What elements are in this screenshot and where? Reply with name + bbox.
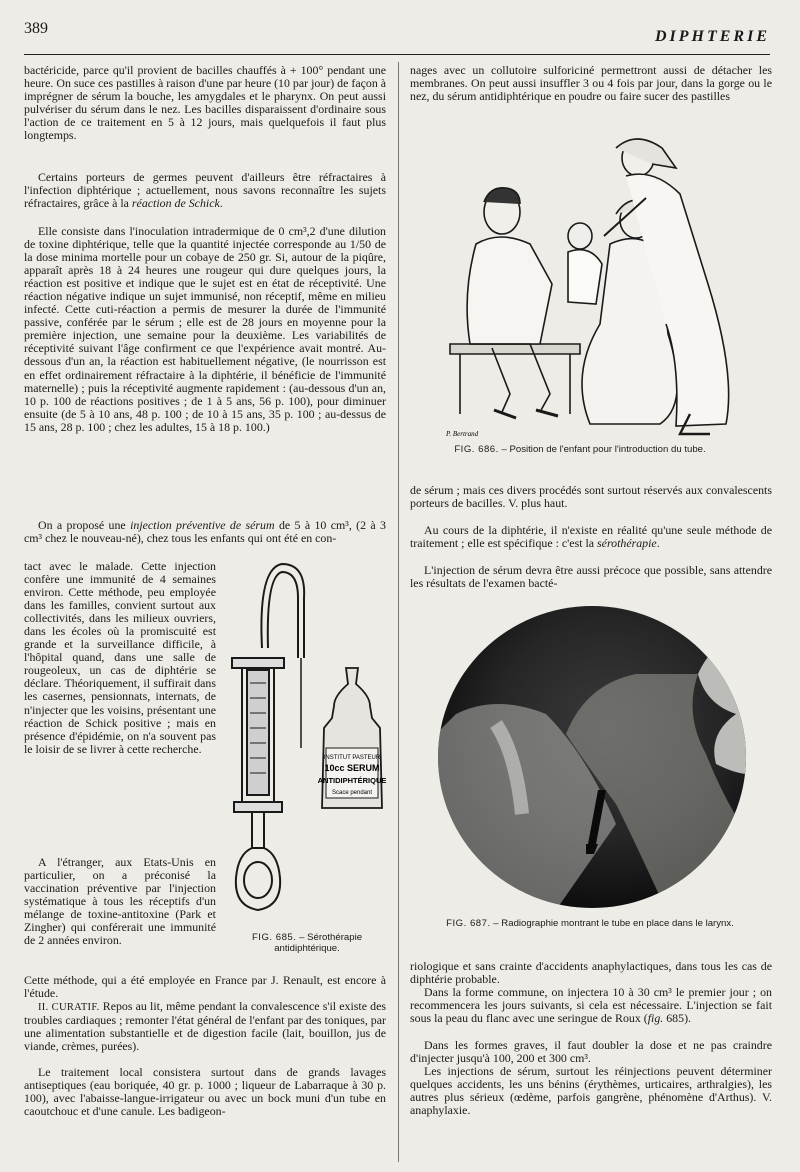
fig686-number: FIG. 686.: [454, 444, 499, 455]
col2-p3-end: .: [656, 536, 660, 551]
col1-paragraph-6: [24, 1000, 386, 1053]
bottle-line-1: INSTITUT PASTEUR: [323, 755, 381, 761]
col2-paragraph-5: riologique et sans crainte d'accidents anaphylactiques, dans tous les cas de diphtérie probable.: [410, 959, 772, 987]
col2-paragraph-1: nages avec un collutoire sulforiciné permettront aussi de détacher les membranes. On peut aussi insuffler 3 ou 4 fois par jour, dans la gorge ou le nez, du sérum antidiphtérique en poudre ou faire sucer des pastilles: [410, 63, 772, 104]
fig686-text: – Position de l'enfant pour l'introduction du tube.: [498, 444, 706, 455]
col1-p2-text: Certains porteurs de germes peuvent d'ailleurs être réfractaires à l'infection diphtérique ; actuellement, nous savons reconnaître les sujets réfractaires, grâce à la: [24, 170, 386, 211]
col1-paragraph-1: bactéricide, parce qu'il provient de bacilles chauffés à + 100° pendant une heure. On suce ces pastilles à raison d'une par heure (10 par jour) de façon à imprégner de sérum la bouche, les amygdales et le pharynx. On peut aussi pulvériser du sérum dans le nez. Les bacilles disparaissent d'ordinaire sous l'action de ce traitement en 5 à 12 jours, mais quelquefois il faut plus longtemps.: [24, 63, 387, 143]
page-number: 389: [24, 20, 48, 37]
schick-reaction-term: réaction de Schick: [131, 196, 220, 211]
bottle-line-2: 10cc SERUM: [324, 763, 380, 773]
preventive-injection-term: injection préventive de sérum: [130, 518, 275, 532]
col1-paragraph-2: [24, 171, 386, 210]
col2-paragraph-3: [410, 524, 772, 550]
curatif-label: II. CURATIF.: [38, 1002, 100, 1013]
fig686-caption: [430, 444, 730, 455]
fig687-number: FIG. 687.: [446, 918, 491, 929]
bottle-line-3: ANTIDIPHTÉRIQUE: [317, 776, 387, 785]
col2-paragraph-7: Dans les formes graves, il faut doubler la dose et ne pas craindre d'injecter jusqu'à 100, 200 et 300 cm³.: [410, 1038, 772, 1066]
col1-p4-text-b: de 5 à 10 cm³, (2 à 3 cm³ chez le nouveau-né), chez tous les enfants qui ont été en con-: [24, 518, 387, 546]
illustrator-signature: P. Bertrand: [446, 430, 479, 438]
page-header: [24, 18, 770, 55]
col1-paragraph-5: A l'étranger, aux Etats-Unis en particulier, on a préconisé la vaccination préventive par l'injection systématique à tous les réceptifs d'un mélange de toxine-antitoxine (Park et Zingher) qui conférerait une immunité de 2 années environ.: [24, 855, 216, 948]
fig687-caption: [440, 918, 740, 929]
col2-paragraph-6: [410, 986, 772, 1025]
col2-p6-end: 685).: [663, 1011, 692, 1026]
col2-p3-text: Au cours de la diphtérie, il n'existe en réalité qu'une seule méthode de traitement ; elle est spécifique : c'est la: [410, 523, 772, 551]
doctor-child-illustration: [440, 134, 760, 440]
col1-paragraph-3: Elle consiste dans l'inoculation intradermique de 0 cm³,2 d'une dilution de toxine diphtérique, telle que la quantité injectée corresponde au 1/50 de la dose minima mortelle pour un cobaye de 250 gr. Si, autour de la piqûre, apparaît après 18 à 24 heures une rougeur qui dure quelques jours, la réaction est positive et indique que le sujet est en état de réceptivité. Une réaction négative indique un sujet immunisé, non réceptif, même en milieu infecté. Cette cuti-réaction a permis de mesurer la durée de l'immunité passive, conférée par le sérum ; elle est de 28 jours en moyenne pour la première injection, une semaine pour la deuxième. Les variabilités de réceptivité suivant l'âge confirment ce que l'expérience avait montré. Au-dessous d'un an, la réaction est habituellement négative, (le nourrisson est en effet ordinairement réfractaire à la diphtérie, il bénéficie de l'immunité maternelle) ; puis la réceptivité augmente rapidement : (au-dessous d'un an, 10 p. 100 de réactions positives ; de 1 à 5 ans, 56 p. 100), pour diminuer ensuite (de 5 à 10 ans, 48 p. 100 ; de 10 à 15 ans, 35 p. 100 ; au-dessus de 15 ans, 28 p. 100 ; chez les adultes, 15 à 18 p. 100.): [24, 224, 386, 434]
col1-paragraph-7: Le traitement local consistera surtout dans de grands lavages antiseptiques (eau boriquée, 40 gr. p. 1000 ; liqueur de Labarraque à 30 p. 100), avec l'abaisse-langue-irrigateur ou avec un bock muni d'un tube en caoutchouc et d'une canule. Les badigeon-: [24, 1065, 386, 1119]
fig685-text: – Sérothérapie antidiphtérique.: [274, 932, 363, 954]
radiograph-image: [436, 604, 748, 910]
bottle-line-4: Scace pendant: [331, 790, 373, 796]
col2-paragraph-8: Les injections de sérum, surtout les réinjections peuvent déterminer quelques accidents, les uns bénins (érythèmes, urticaires, arthralgies), les autres plus sérieux (œdème, parfois gangrène, phénomène d'Arthus). V. anaphylaxie.: [410, 1064, 772, 1118]
fig685-number: FIG. 685.: [251, 932, 297, 943]
fig-reference: fig.: [647, 1011, 664, 1026]
col1-p6-text: Repos au lit, même pendant la convalescence s'il existe des troubles cardiaques ; remonter l'état général de l'enfant par des toniques, par une alimentation substantielle et de digestion facile (lait, bouillon, jus de viande, crèmes, purées).: [24, 999, 387, 1054]
col1-paragraph-5b: Cette méthode, qui a été employée en France par J. Renault, est encore à l'étude.: [24, 973, 386, 1001]
col2-paragraph-4: L'injection de sérum devra être aussi précoce que possible, sans attendre les résultats de l'examen bacté-: [410, 563, 772, 591]
col2-p6-text: Dans la forme commune, on injectera 10 à 30 cm³ le premier jour ; on recommencera les jours suivants, si cela est nécessaire. L'injection se fait sous la peau du flanc avec une seringue de Roux (: [410, 985, 772, 1026]
col2-paragraph-2: de sérum ; mais ces divers procédés sont surtout réservés aux convalescents porteurs de bacilles. V. plus haut.: [410, 483, 772, 511]
column-divider: [398, 62, 399, 1162]
running-head: DIPHTERIE: [654, 28, 770, 45]
fig687-text: – Radiographie montrant le tube en place dans le larynx.: [490, 918, 734, 929]
col1-p2-end: .: [219, 196, 223, 211]
col1-paragraph-4: [24, 519, 386, 545]
col1-p4-text: On a proposé une: [38, 518, 131, 532]
fig685-caption: [224, 932, 390, 954]
syringe-illustration: [222, 558, 392, 930]
col1-paragraph-4-cont: tact avec le malade. Cette injection confère une immunité de 4 semaines environ. Cette méthode, peu employée dans les familles, convient surtout aux collectivités, dans les milieux ouvriers, dans les écoles où la promiscuité est grande et la surveillance difficile, à l'hôpital quand, dans une salle de rougeoleux, un cas de diphtérie se déclare. Théoriquement, il suffirait dans les casernes, pensionnats, internats, de n'injecter que les voisins, présentant une réaction de Schick positive ; mais en présence d'épidémie, on n'a souvent pas le loisir de se livrer à cette recherche.: [24, 559, 216, 756]
serotherapie-term: sérothérapie: [597, 536, 657, 551]
